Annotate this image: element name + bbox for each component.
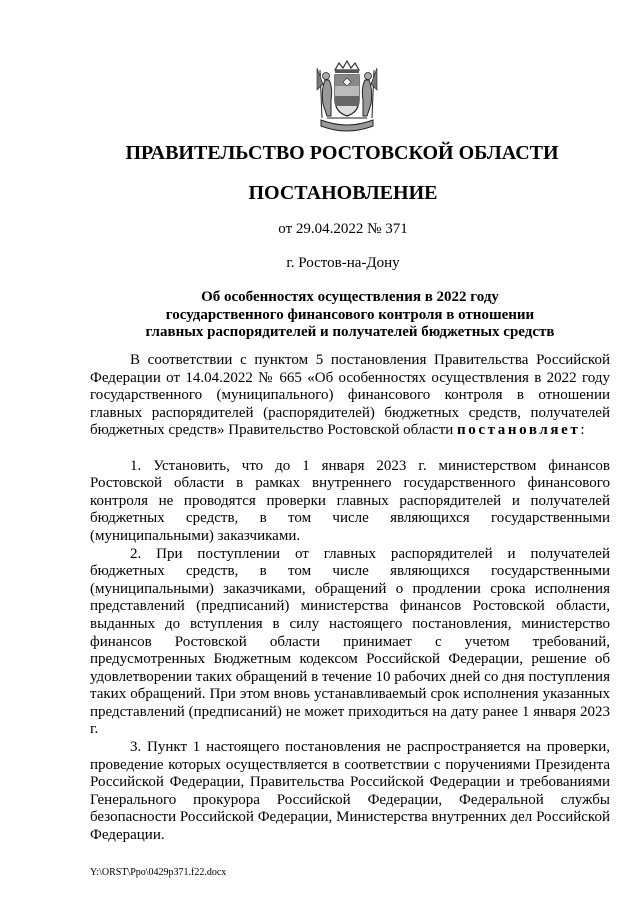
date-and-number: от 29.04.2022 № 371 — [278, 221, 408, 237]
document-body — [90, 352, 610, 845]
subject-line: главных распорядителей и получателей бюджетных средств — [145, 324, 555, 340]
preamble-paragraph — [90, 352, 610, 440]
clause-2: 2. При поступлении от главных распорядителей и получателей бюджетных средств, в том числе являющихся государственными (муниципальными) заказчиками, обращений о продлении срока исполнения представлений (предписаний) министерства финансов Ростовской области, выданных до вступления в силу настоящего постановления, министерство финансов Ростовской области принимает с учетом требований, предусмотренных Бюджетным кодексом Российской Федерации, решение об удовлетворении таких обращений в течение 10 рабочих дней со дня поступления таких обращений. При этом вновь устанавливаемый срок исполнения указанных представлений (предписаний) не может приходиться на дату ранее 1 января 2023 г. — [90, 545, 610, 738]
resolution-word: постановляет — [457, 422, 581, 439]
subject-line: Об особенностях осуществления в 2022 году — [201, 289, 499, 305]
preamble-text: В соответствии с пунктом 5 постановления Правительства Российской Федерации от 14.04.2022 № 665 «Об особенностях осуществления в 2022 году государственного (муниципального) финансового контроля в отношении главных распорядителей (распорядителей) бюджетных средств, получателей бюджетных средств» Правительство Ростовской области — [90, 352, 610, 439]
clause-3: 3. Пункт 1 настоящего постановления не распространяется на проверки, проведение которых осуществляется в соответствии с поручениями Президента Российской Федерации, Правительства Российской Федерации и требованиями Генерального прокурора Российской Федерации, Федеральной службы безопасности Российской Федерации, Министерства внутренних дел Российской Федерации. — [90, 739, 610, 844]
subject-line: государственного финансового контроля в отношении — [165, 306, 535, 323]
preamble-colon: : — [580, 422, 585, 439]
coat-of-arms-icon — [313, 60, 381, 136]
government-title: ПРАВИТЕЛЬСТВО РОСТОВСКОЙ ОБЛАСТИ — [125, 142, 559, 164]
file-path-footer: Y:\ORST\Ppo\0429p371.f22.docx — [90, 867, 227, 878]
document-type-heading: ПОСТАНОВЛЕНИЕ — [248, 182, 438, 204]
document-subject — [90, 289, 610, 342]
clause-1: 1. Установить, что до 1 января 2023 г. министерством финансов Ростовской области в рамках внутреннего государственного финансового контроля не проводятся проверки главных распорядителей и получателей бюджетных средств, в том числе являющихся государственными (муниципальными) заказчиками. — [90, 457, 610, 544]
city-line: г. Ростов-на-Дону — [286, 255, 400, 271]
